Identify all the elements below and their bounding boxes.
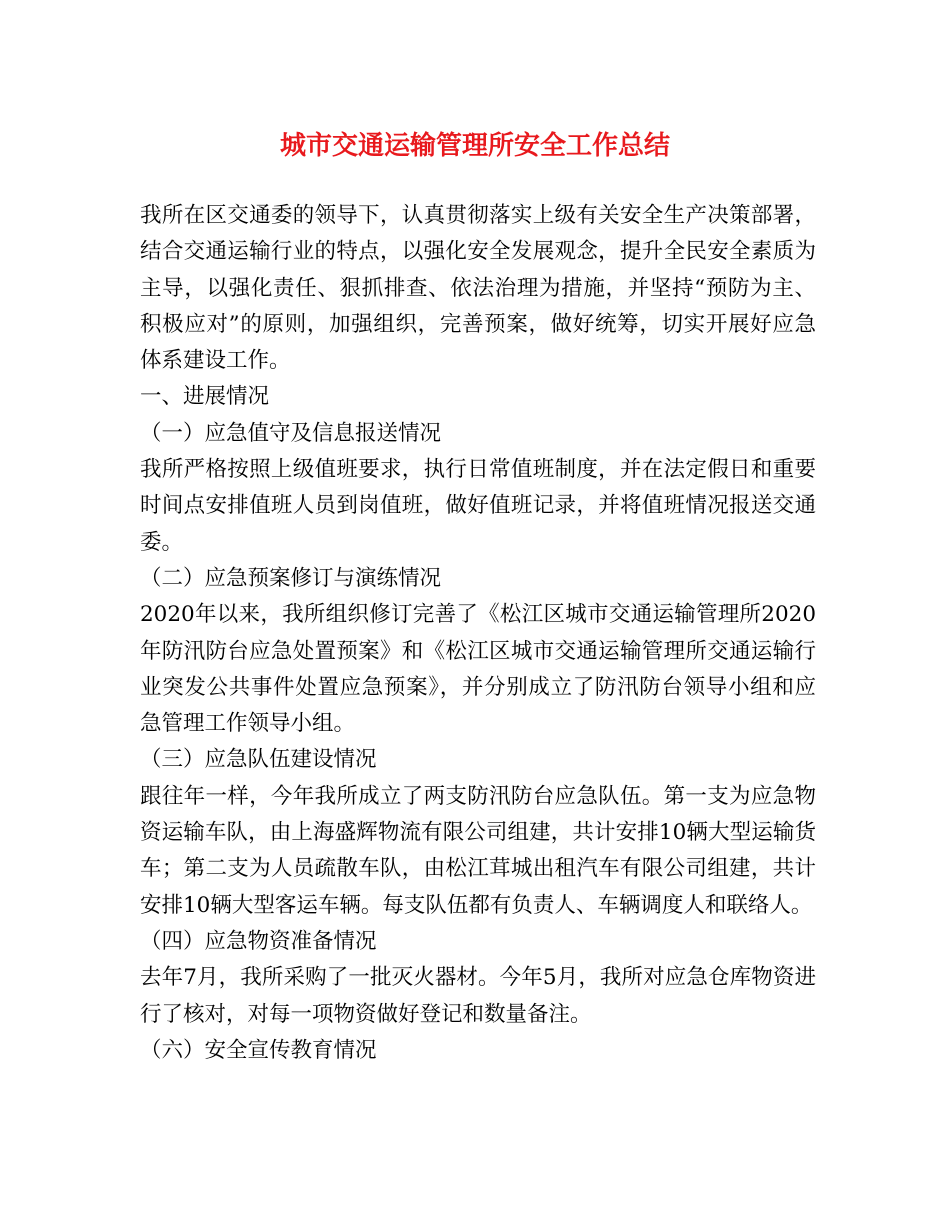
subsection-heading-duty: （一）应急值守及信息报送情况 (140, 420, 442, 446)
paragraph-team: 跟往年一样，今年我所成立了两支防汛防台应急队伍。第一支为应急物资运输车队，由上海盛辉物流有限公司组建，共计安排10辆大型运输货车；第二支为人员疏散车队，由松江茸城出租汽车有限公司组建，共计安排10辆大型客运车辆。每支队伍都有负责人、车辆调度人和联络人。 (140, 783, 816, 918)
paragraph-plan: 2020年以来，我所组织修订完善了《松江区城市交通运输管理所2020年防汛防台应急处置预案》和《松江区城市交通运输管理所交通运输行业突发公共事件处置应急预案》，并分别成立了防汛防台领导小组和应急管理工作领导小组。 (140, 602, 816, 737)
subsection-heading-plan: （二）应急预案修订与演练情况 (140, 565, 442, 591)
section-heading-progress: 一、进展情况 (140, 384, 270, 410)
subsection-heading-supplies: （四）应急物资准备情况 (140, 928, 377, 954)
subsection-heading-team: （三）应急队伍建设情况 (140, 747, 377, 773)
intro-paragraph: 我所在区交通委的领导下，认真贯彻落实上级有关安全生产决策部署，结合交通运输行业的特点，以强化安全发展观念，提升全民安全素质为主导，以强化责任、狠抓排查、依法治理为措施，并坚持“预防为主、积极应对”的原则，加强组织，完善预案，做好统筹，切实开展好应急体系建设工作。 (140, 203, 816, 374)
document-title: 城市交通运输管理所安全工作总结 (279, 131, 670, 161)
document-body (140, 198, 816, 1069)
paragraph-duty: 我所严格按照上级值班要求，执行日常值班制度，并在法定假日和重要时间点安排值班人员到岗值班，做好值班记录，并将值班情况报送交通委。 (140, 457, 816, 555)
subsection-heading-education: （六）安全宣传教育情况 (140, 1037, 377, 1063)
paragraph-supplies: 去年7月，我所采购了一批灭火器材。今年5月，我所对应急仓库物资进行了核对，对每一项物资做好登记和数量备注。 (140, 965, 816, 1027)
